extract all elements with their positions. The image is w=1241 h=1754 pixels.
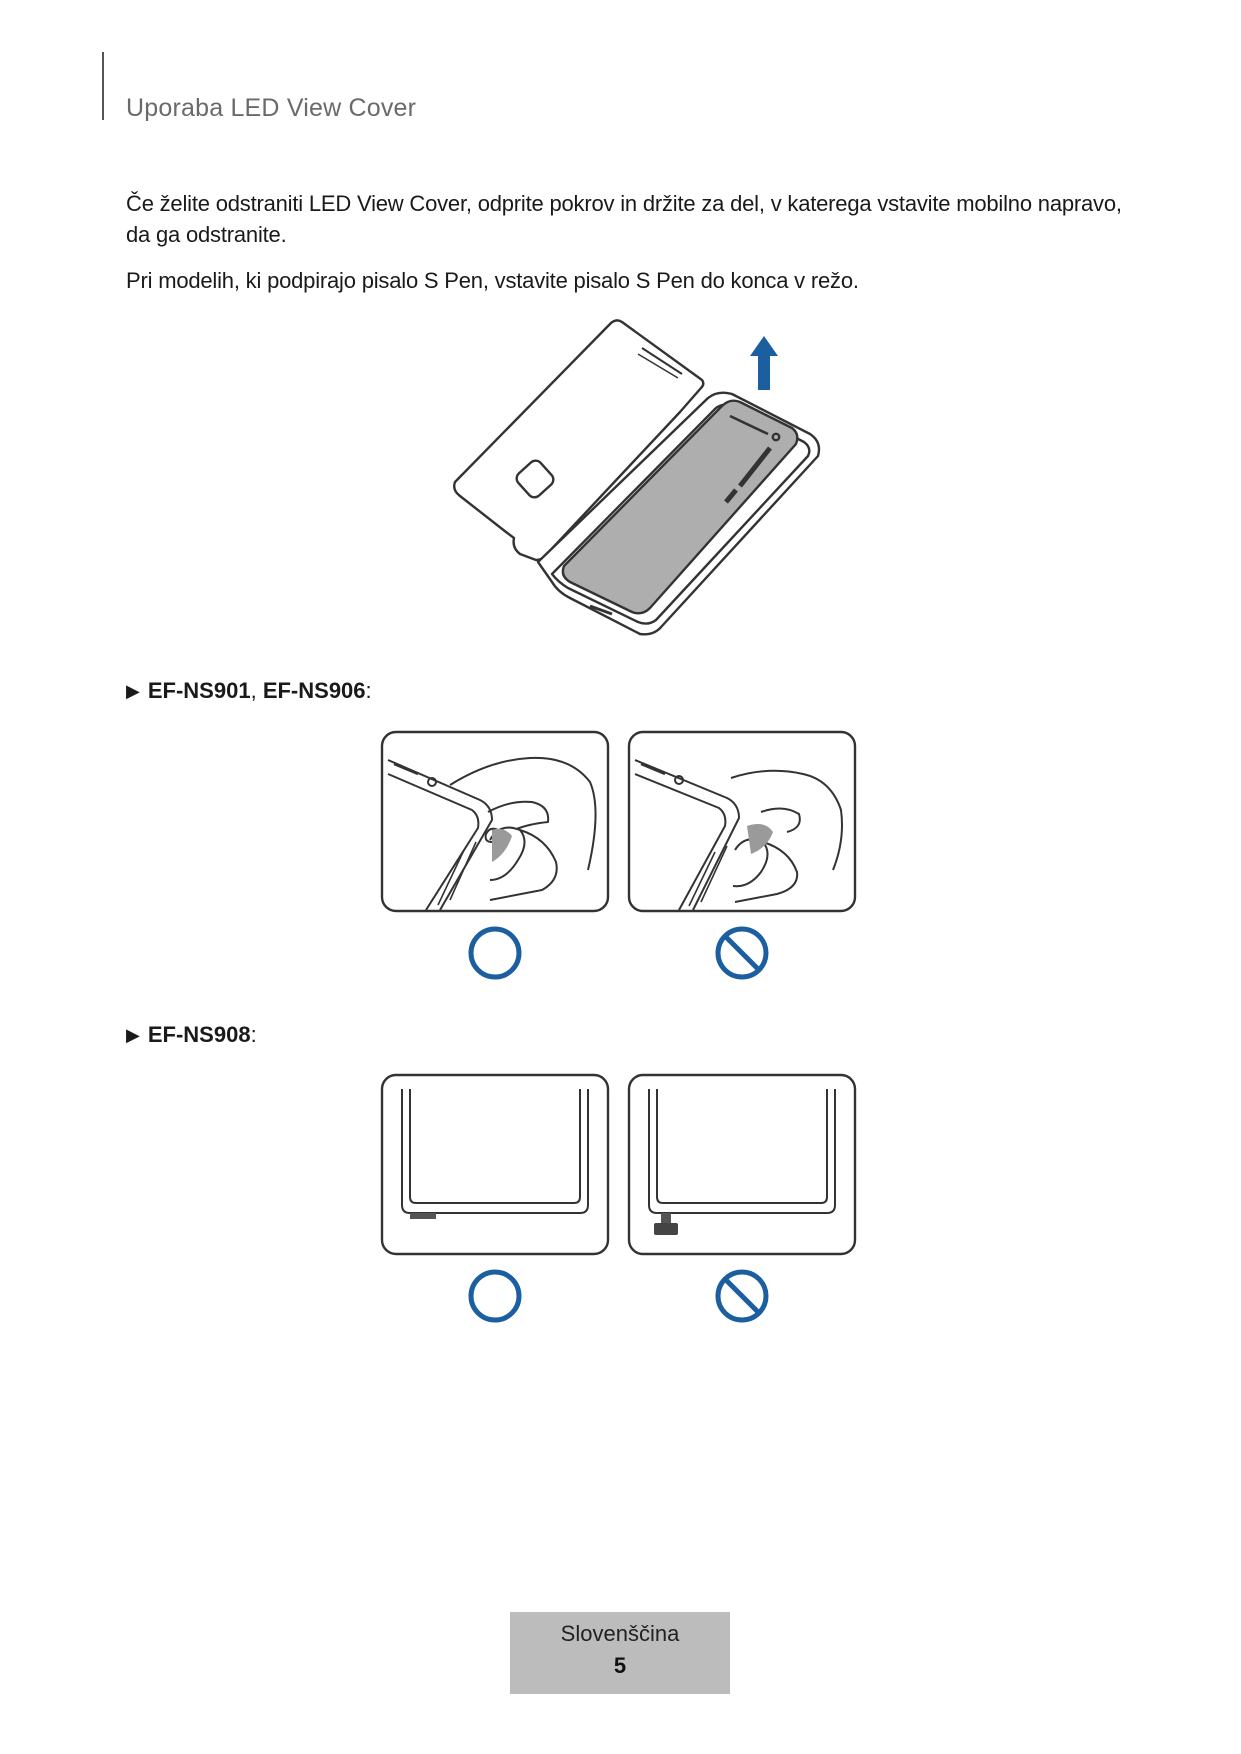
prohibited-icon (714, 925, 770, 981)
correct-circle-icon (467, 1268, 523, 1324)
prohibited-icon (714, 1268, 770, 1324)
section-rule (102, 52, 104, 120)
triangle-icon: ▶ (126, 681, 140, 701)
spen-protruding-incorrect-panel (627, 1073, 857, 1258)
triangle-icon: ▶ (126, 1025, 140, 1045)
hold-incorrect-panel (627, 730, 857, 915)
section-title: Uporaba LED View Cover (126, 94, 417, 122)
instruction-paragraph: Če želite odstraniti LED View Cover, odprite pokrov in držite za del, v katerega vstavite mobilno napravo, da ga odstranite. (126, 191, 1122, 247)
page-footer (510, 1612, 730, 1694)
hold-correct-panel (380, 730, 610, 915)
correct-circle-icon (467, 925, 523, 981)
lift-arrow-icon (750, 336, 778, 390)
spen-paragraph: Pri modelih, ki podpirajo pisalo S Pen, vstavite pisalo S Pen do konca v režo. (126, 268, 859, 293)
cover-removal-illustration (440, 316, 840, 646)
footer-language: Slovenščina (560, 1621, 680, 1646)
model-label-2: ▶ EF-NS908: (126, 1022, 257, 1047)
spen-inserted-correct-panel (380, 1073, 610, 1258)
model-label-1: ▶ EF-NS901, EF-NS906: (126, 678, 372, 703)
page-number: 5 (613, 1653, 627, 1678)
